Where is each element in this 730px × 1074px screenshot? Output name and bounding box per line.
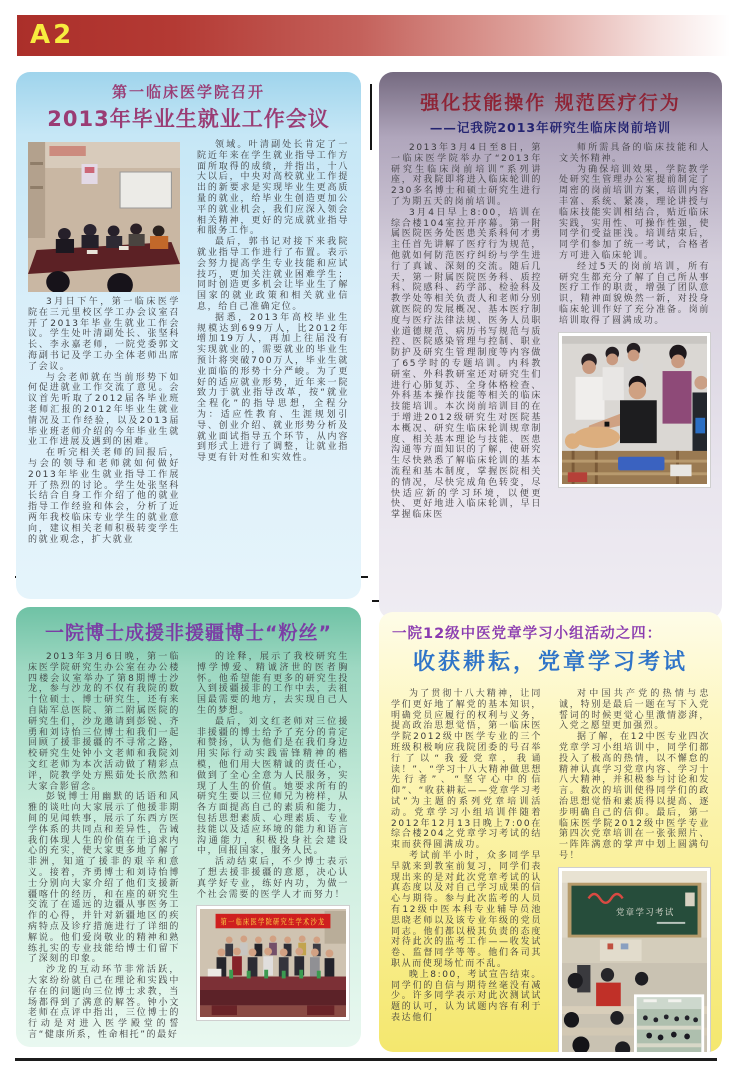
article-pre-clinical-training: [379, 72, 722, 619]
paragraph: 据悉，2013年高校毕业生规模达到699万人，比2012年增加19万人，再加上往届没有实现就业的，需要就业的毕业生预计将突破700万人，毕业生就业面临的形势十分严峻。为了更好的适应就业形势，近年来一院致力于就业指导改革，按“就业全程化”的指导思想，全程分为：适应性教育、生涯规划引导、创业介绍、就业形势分析及就业面试指导五个环节，从内容到形式上进行了调整，让就业指导更有针对性和实效性。: [197, 312, 349, 464]
article-title-kicker: 一院12级中医党章学习小组活动之四：: [392, 626, 663, 642]
paragraph: 晚上8:00，考试宣告结束。同学们的自信与期待丝毫没有减少。许多同学表示对此次测试试题的认可，认为试题内容有利于表达他们: [391, 969, 542, 1023]
article-body: [16, 645, 361, 1047]
paragraph: 为确保培训效果，学院教学处研究生管理办公室提前制定了周密的岗前培训方案，培训内容丰富、系统、紧凑，理论讲授与临床技能实训相结合，贴近临床实践，实用性、可操作性强，使同学们受益匪浅。培训结束后，同学们参加了统一考试，合格者方可进入临床轮训。: [559, 164, 710, 261]
article-title: 2013年毕业生就业工作会议: [47, 107, 330, 131]
article-body: [379, 136, 722, 531]
article-column-left: [28, 140, 180, 545]
article-title: 强化技能操作 规范医疗行为: [420, 92, 681, 114]
paragraph: 最后，刘文红老师对三位援非援疆的博士给予了充分的肯定和赞扬，认为他们是在我们身边用实际行动实践雷锋精神的楷模，他们用大医精诚的责任心，做到了全心全意为人民服务，实现了人生的价值。她要求所有的研究生要以三位师兄为榜样，从各方面提高自己的素质和能力，包括思想素质、心理素质、专业技能以及适应环境的能力和语言沟通能力，积极投身社会建设中，回报国家，服务人民。: [197, 716, 349, 857]
salon-group-photo-graphic: [200, 909, 346, 1017]
article-column-right: [197, 652, 349, 1041]
exam-classroom-photo: [559, 868, 710, 1052]
paragraph: 沙龙的互动环节非常活跃，大家纷纷就自己在理论和实践中存在的问题向三位博士求教，当场都得到了满意的解答。钟小文老师在点评中指出，三位博士的行动是对进入医学殿堂的誓言“健康所系，性命相托”的最好: [28, 965, 180, 1040]
paragraph: 与会老师就在当前形势下如何促进就业工作交流了意见。会议首先听取了2012届各毕业班老师汇报的2012年毕业生就业情况及工作经验，以及2013届毕业班老师介绍的今年毕业生就业工作进展及遇到的困难。: [28, 372, 180, 448]
article-body: [16, 133, 361, 555]
article-column-left: [391, 143, 542, 521]
paragraph: 考试前半小时，众多同学早早就来到教室前复习，同学们表现出来的是对此次党章考试的认真态度以及对自己学习成果的信心与期待。参与此次监考的人员有12级中医本科专业辅导员池思晓老师以及该专业年级的党员同志。他们都以极其负责的态度对待此次的监考工作——收发试卷、监督同学等等。他们各司其职从而使现场忙而不乱。: [391, 850, 542, 969]
article-column-left: [391, 689, 542, 1052]
paragraph: 彭锐博士用幽默的话语和风雅的谈吐向大家展示了他援非期间的见闻轶事，展示了东西方医学体系的共同点和差异性，告诫我们体现人生的价值在于追求内心的充实，使大家更多地了解了非洲，知道了援非的艰辛和意义。接着，齐勇博士和刘诗怡博士分别向大家介绍了他们支援新疆喀什的经历，和在座的研究生交流了在遥远的边疆从事医务工作的心得，并针对新疆地区的疾病特点及诊疗措施进行了详细的解说。他们爱岗敬业的精神和熟练扎实的专业技能给博士们留下了深刻的印象。: [28, 792, 180, 965]
paragraph: 为了贯彻十八大精神，让同学们更好地了解党的基本知识，明确党员应履行的权利与义务，提高政治思想觉悟，第一临床医学院2012级中医学专业的三个班级积极响应我院团委的号召举行了以“我爱党章，我诵读！”、“学习十八大精神做思想先行者”、“坚守心中的信仰”、“收获耕耘——党章学习考试”为主题的系列党章培训活动。党章学习小组培训伴随着2012年12月13日晚上7:00在综合楼204之党章学习考试的结束而获得圆满成功。: [391, 689, 542, 851]
article-column-left: [28, 652, 180, 1041]
paragraph: 师所需具备的临床技能和人文关怀精神。: [559, 143, 710, 164]
paragraph: 3月4日早上8:00，培训在综合楼104室拉开序幕。第一附属医院医务处医患关系科何才勇主任首先讲解了医疗行为规范，他就如何防范医疗纠纷与学生进行了真诚、深刻的交流。随后几天，第一附属医院医务科、质控科、院感科、药学部、检验科及教学处等相关负责人和老师分别就医院的发展概况、基本医疗制度与医疗法律法规、医务人员职业道德规范、病历书写规范与质控、医院感染管理与控制、职业防护及研究生管理制度等内容做了65学时的专题培训。内科教研室、外科教研室还对研究生们进行心肺复苏、全身体格检查、外科基本操作技能等相关的临床技能培训。本次岗前培训目的在于增进2012级研究生对医院基本概况、研究生临床轮训规章制度、相关基本理论与技能、医患沟通等方面知识的了解，使研究生尽快熟悉了解临床轮训的基本流程和基本制度，掌握医院相关的情况，尽快完成角色转变，尽快适应新的学习环境，以便更快、更好地进入临床轮训，早日掌握临床医: [391, 207, 542, 521]
cpr-training-photo: [559, 333, 710, 487]
article-title: 一院博士成援非援疆博士“粉丝”: [45, 622, 332, 644]
article-doctor-salon: [16, 607, 361, 1047]
article-party-charter-exam: [379, 612, 722, 1052]
article-title-kicker: 第一临床医学院召开: [111, 83, 265, 101]
page-number-label: A2: [30, 20, 75, 50]
cpr-training-photo-graphic: [562, 336, 707, 484]
paragraph: 2013年3月6日晚，第一临床医学院研究生办公室在办公楼四楼会议室举办了第8期博士沙龙，参与沙龙的不仅有我院的数十位硕士、博士研究生，还有来自陆军总医院、第二附属医院的研究生们，沙龙邀请到彭锐、齐勇和刘诗怡三位博士和我们一起回顾了援非援疆的不寻常之路，校研究生处钟小文老师和我院刘文红老师为本次活动做了精彩点评，院教学处方熙茹处长欣然和大家合影留念。: [28, 652, 180, 792]
article-column-right: [197, 140, 349, 545]
paragraph: 在听完相关老师的回报后，与会的领导和老师就如何做好2013年毕业生就业指导工作展开了热烈的讨论。学生处张坚科长结合自身工作介绍了他的就业指导工作经验和体会，分析了近两年我校临床专业学生的就业意向，建议相关老师积极转变学生的就业观念，扩大就业: [28, 448, 180, 545]
inset-photo: [634, 994, 704, 1052]
article-title: 收获耕耘，党章学习考试: [412, 650, 688, 675]
column-divider-line: [370, 84, 372, 150]
paragraph: 最后，郭书记对接下来我院就业指导工作进行了布置。表示会努力提高学生专业技能和应试技巧，更加关注就业困难学生；同时创造更多机会让毕业生了解国家的就业政策和相关就业信息，给自己准确定位。: [197, 237, 349, 312]
meeting-room-photo-graphic: [28, 142, 180, 292]
paragraph: 对中国共产党的热情与忠诚，特别是最后一题在写下入党誓词的时候更觉心里激情澎湃，入党之愿望更加强烈。: [559, 689, 710, 732]
page-footer-rule: [15, 1058, 717, 1061]
paragraph: 的诠释，展示了我校研究生博学博爱、精诚济世的医者胸怀。他希望能有更多的研究生投入到援疆援非的工作中去，去祖国最需要的地方，去实现自己人生的梦想。: [197, 652, 349, 716]
meeting-room-photo: [28, 142, 180, 292]
page-header-bar: [17, 15, 730, 56]
paragraph: 活动结束后，不少博士表示了想去援非援疆的意愿，决心认真学好专业，练好内功，为做一个社会需要的医学人才而努力！: [197, 857, 349, 900]
paragraph: 据了解，在12中医专业四次党章学习小组培训中，同学们都投入了极高的热情，以不懈怠的精神认真学习党章内容、学习十八大精神，并积极参与讨论和发言。数次的培训使得同学们的政治思想觉悟和素质得以提高、逐步明确自己的信仰。最后，第一临床医学院2012级中医学专业第四次党章培训在一张张照片、一阵阵满意的掌声中划上圆满句号！: [559, 732, 710, 861]
paragraph: 经过5天的岗前培训，所有研究生都充分了解了自己所从事医疗工作的职责，增强了团队意识，精神面貌焕然一新，对投身临床轮训作好了充分准备。岗前培训取得了圆满成功。: [559, 261, 710, 326]
blackboard-text: 党章学习考试: [616, 907, 677, 918]
paragraph: 2013年3月4日至8日，第一临床医学院举办了“2013年研究生临床岗前培训”系列讲座，对我院即将进入临床轮训的230多名博士和硕士研究生进行了为期五天的岗前培训。: [391, 143, 542, 207]
paragraph: 3月日下午，第一临床医学院在三元里校区学工办会议室召开了2013年毕业生就业工作会议。学生处叶清副处长、张坚科长、李永嘉老师，一院党委郭文海副书记及学工办全体老师出席了会议。: [28, 297, 180, 372]
paragraph: 领域。叶清副处长肯定了一院近年来在学生就业指导工作方面所取得的成绩，并指出，十八大以后，中央对高校就业工作提出的新要求是实现毕业生更高质量的就业，给毕业生创造更加公平的就业机会，我们应深入领会相关精神，更好的完成就业指导和服务工作。: [197, 140, 349, 237]
banner-text: 第一临床医学院研究生学术沙龙: [220, 917, 326, 927]
article-employment-meeting: [16, 72, 361, 599]
article-subtitle: ——记我院2013年研究生临床岗前培训: [429, 120, 672, 135]
article-column-right: [559, 143, 710, 521]
exam-classroom-photo-graphic: [562, 871, 707, 1052]
article-column-right: [559, 689, 710, 1052]
salon-group-photo: [197, 906, 349, 1020]
article-body: [379, 676, 722, 1052]
